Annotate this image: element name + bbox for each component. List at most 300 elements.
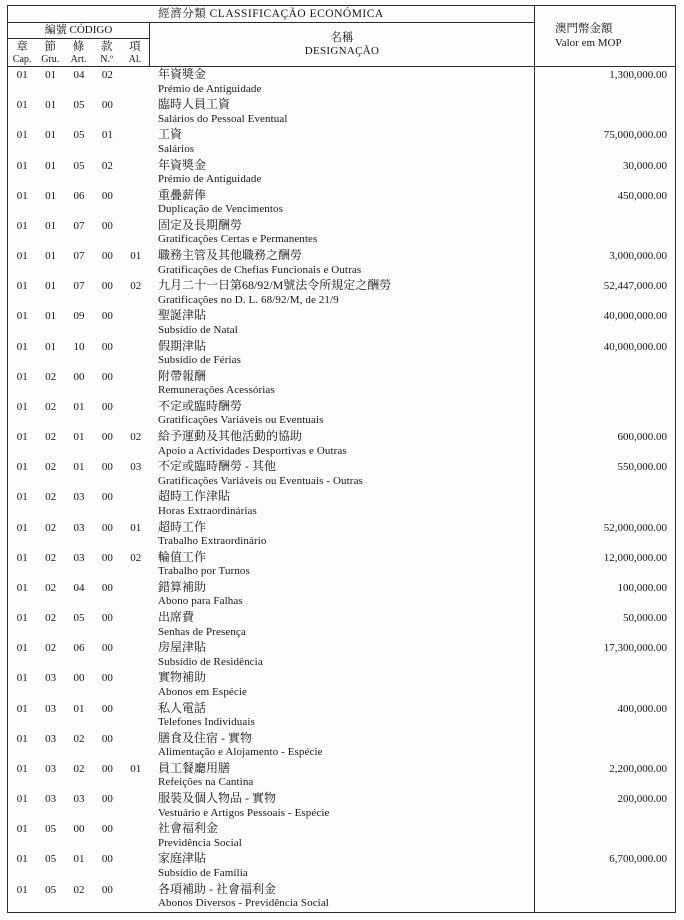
code-cell <box>122 308 150 338</box>
code-cell: 10 <box>73 340 85 353</box>
code-columns-pt <box>8 54 149 66</box>
code-cell: 03 <box>45 702 57 715</box>
designation-zh: 服裝及個人物品 - 實物 <box>157 791 276 806</box>
code-cell: 01 <box>16 883 28 896</box>
code-cell: 05 <box>45 823 57 836</box>
col-pt-cap: Cap. <box>12 54 32 65</box>
code-cell: 02 <box>101 69 113 81</box>
table-row <box>8 218 675 248</box>
designation-cell <box>150 429 534 459</box>
code-cell: 09 <box>73 310 85 323</box>
code-cell: 03 <box>45 732 57 745</box>
designation-pt: Prémio de Antiguidade <box>157 82 262 95</box>
code-header-block <box>8 23 150 66</box>
designation-zh: 實物補助 <box>157 670 206 685</box>
designation-pt: Alimentação e Alojamento - Espécie <box>157 746 323 759</box>
code-cell: 01 <box>101 129 113 142</box>
amount-cell: 550,000.00 <box>534 459 675 489</box>
code-cell: 02 <box>130 431 142 444</box>
designation-cell <box>150 701 534 731</box>
code-cell: 01 <box>16 672 28 685</box>
designation-cell <box>150 67 534 97</box>
code-cell: 03 <box>45 672 57 685</box>
designation-zh: 附帶報酬 <box>157 368 206 383</box>
code-cell: 02 <box>45 521 57 534</box>
amount-header-zh: 澳門幣金額 <box>555 23 613 35</box>
code-cell <box>122 731 150 761</box>
designation-cell <box>150 851 534 881</box>
code-cell: 01 <box>16 642 28 655</box>
amount-cell: 50,000.00 <box>534 610 675 640</box>
table-row <box>8 731 675 761</box>
table-row <box>8 459 675 489</box>
code-cell: 01 <box>16 159 28 172</box>
code-cell: 01 <box>130 250 142 263</box>
amount-cell: 30,000.00 <box>534 158 675 188</box>
code-cell <box>122 97 150 127</box>
amount-cell: 100,000.00 <box>534 580 675 610</box>
amount-cell: 52,000,000.00 <box>534 520 675 550</box>
code-cell <box>122 670 150 700</box>
designation-zh: 家庭津貼 <box>157 851 206 866</box>
designation-pt: Subsídio de Residência <box>157 655 263 668</box>
code-cell: 01 <box>45 219 57 232</box>
designation-zh: 輪值工作 <box>157 549 206 564</box>
designation-zh: 出席費 <box>157 610 194 625</box>
code-cell: 00 <box>101 521 113 534</box>
code-cell: 00 <box>101 280 113 293</box>
classification-title: 經濟分類 CLASSIFICAÇÃO ECONÓMICA <box>8 6 534 23</box>
col-pt-gru: Gru. <box>41 54 60 65</box>
designation-pt: Prémio de Antiguidade <box>157 173 262 186</box>
table-header-left <box>8 6 534 66</box>
col-pt-art: Art. <box>70 54 87 65</box>
amount-cell: 600,000.00 <box>534 429 675 459</box>
code-cell: 01 <box>45 129 57 142</box>
code-cell <box>122 701 150 731</box>
col-pt-num: N.º <box>100 54 114 65</box>
designation-zh: 膳食及住宿 - 實物 <box>157 730 252 745</box>
designation-cell <box>150 489 534 519</box>
amount-cell: 17,300,000.00 <box>534 640 675 670</box>
code-cell: 00 <box>101 853 113 866</box>
code-cell: 02 <box>45 581 57 594</box>
code-cell: 01 <box>16 99 28 112</box>
code-cell: 00 <box>73 823 85 836</box>
designation-pt: Gratificações Variáveis ou Eventuais - Outras <box>157 474 363 487</box>
code-cell: 01 <box>16 310 28 323</box>
code-cell: 02 <box>73 762 85 775</box>
designation-pt: Senhas de Presença <box>157 625 246 638</box>
amount-cell <box>534 882 675 912</box>
col-zh-al: 項 <box>129 41 141 53</box>
designation-zh: 錯算補助 <box>157 579 206 594</box>
designation-pt: Subsídio de Família <box>157 866 248 879</box>
table-row <box>8 701 675 731</box>
code-cell <box>122 399 150 429</box>
designation-cell <box>150 670 534 700</box>
amount-cell: 6,700,000.00 <box>534 851 675 881</box>
col-pt-al: Al. <box>128 54 142 65</box>
code-cell: 05 <box>73 99 85 112</box>
code-cell <box>122 127 150 157</box>
designation-zh: 工資 <box>157 127 182 142</box>
code-cell: 01 <box>16 69 28 81</box>
designation-cell <box>150 610 534 640</box>
designation-header <box>150 23 534 66</box>
designation-pt: Vestuário e Artigos Pessoais - Espécie <box>157 806 330 819</box>
code-cell: 02 <box>45 431 57 444</box>
code-cell <box>122 339 150 369</box>
amount-cell: 12,000,000.00 <box>534 550 675 580</box>
table-row <box>8 761 675 791</box>
code-cell: 02 <box>73 883 85 896</box>
table-row <box>8 308 675 338</box>
amount-cell <box>534 369 675 399</box>
code-cell <box>122 580 150 610</box>
code-cell: 03 <box>73 793 85 806</box>
amount-cell <box>534 489 675 519</box>
amount-cell <box>534 731 675 761</box>
code-cell: 05 <box>45 883 57 896</box>
code-cell: 01 <box>73 461 85 474</box>
designation-cell <box>150 127 534 157</box>
code-cell: 01 <box>16 400 28 413</box>
code-cell <box>122 188 150 218</box>
amount-cell: 40,000,000.00 <box>534 339 675 369</box>
designation-cell <box>150 731 534 761</box>
code-cell: 07 <box>73 250 85 263</box>
code-cell: 02 <box>45 400 57 413</box>
col-zh-num: 款 <box>100 41 113 53</box>
designation-zh: 年資獎金 <box>157 67 206 81</box>
designation-zh: 聖誕津貼 <box>157 308 206 323</box>
code-cell: 00 <box>101 551 113 564</box>
table-row <box>8 278 675 308</box>
table-row <box>8 188 675 218</box>
code-cell: 00 <box>101 581 113 594</box>
designation-pt: Telefones Individuais <box>157 716 255 729</box>
designation-pt: Gratificações Variáveis ou Eventuais <box>157 414 324 427</box>
code-cell: 03 <box>45 762 57 775</box>
designation-pt: Abonos Diversos - Previdência Social <box>157 897 329 910</box>
code-cell: 01 <box>16 702 28 715</box>
designation-cell <box>150 308 534 338</box>
amount-cell: 1,300,000.00 <box>534 67 675 97</box>
code-cell: 01 <box>16 793 28 806</box>
code-cell: 00 <box>101 612 113 625</box>
code-cell: 00 <box>101 189 113 202</box>
code-cell: 01 <box>45 280 57 293</box>
code-cell: 01 <box>16 370 28 383</box>
code-cell: 02 <box>101 159 113 172</box>
code-cell: 02 <box>45 612 57 625</box>
code-cell: 01 <box>45 310 57 323</box>
amount-cell: 200,000.00 <box>534 791 675 821</box>
designation-cell <box>150 188 534 218</box>
code-cell: 02 <box>130 551 142 564</box>
code-cell: 00 <box>101 461 113 474</box>
designation-cell <box>150 640 534 670</box>
table-header <box>8 6 675 67</box>
code-cell <box>122 489 150 519</box>
amount-cell: 400,000.00 <box>534 701 675 731</box>
code-cell: 01 <box>16 823 28 836</box>
table-row <box>8 821 675 851</box>
designation-zh: 職務主管及其他職務之酬勞 <box>157 248 302 263</box>
designation-pt: Trabalho por Turnos <box>157 565 250 578</box>
code-cell: 03 <box>45 793 57 806</box>
table-row <box>8 640 675 670</box>
designation-pt: Trabalho Extraordinário <box>157 535 267 548</box>
code-cell: 00 <box>101 431 113 444</box>
amount-cell: 2,200,000.00 <box>534 761 675 791</box>
amount-cell <box>534 670 675 700</box>
code-cell: 01 <box>16 340 28 353</box>
code-cell: 07 <box>73 280 85 293</box>
code-cell: 00 <box>101 400 113 413</box>
code-cell: 00 <box>101 823 113 836</box>
designation-pt: Abonos em Espécie <box>157 685 248 698</box>
code-cell: 02 <box>45 370 57 383</box>
code-cell: 00 <box>101 762 113 775</box>
designation-cell <box>150 580 534 610</box>
table-row <box>8 399 675 429</box>
designation-cell <box>150 399 534 429</box>
designation-zh: 社會福利金 <box>157 821 218 836</box>
designation-zh: 重疊薪俸 <box>157 187 206 202</box>
code-cell: 01 <box>45 250 57 263</box>
designation-header-zh: 名稱 <box>330 31 354 44</box>
code-cell <box>122 610 150 640</box>
designation-pt: Subsídio de Férias <box>157 354 242 367</box>
code-cell: 02 <box>45 461 57 474</box>
table-row <box>8 610 675 640</box>
designation-cell <box>150 821 534 851</box>
code-cell: 00 <box>73 370 85 383</box>
code-columns-zh <box>8 40 149 54</box>
amount-cell <box>534 399 675 429</box>
designation-cell <box>150 550 534 580</box>
designation-pt: Gratificações no D. L. 68/92/M, de 21/9 <box>157 293 339 306</box>
designation-pt: Horas Extraordinárias <box>157 504 257 517</box>
codigo-label: 編號 CÓDIGO <box>8 23 149 39</box>
code-cell: 05 <box>73 159 85 172</box>
designation-cell <box>150 791 534 821</box>
code-cell: 02 <box>73 732 85 745</box>
designation-zh: 臨時人員工資 <box>157 97 230 112</box>
designation-cell <box>150 97 534 127</box>
code-cell: 01 <box>16 461 28 474</box>
designation-pt: Gratificações de Chefias Funcionais e Outras <box>157 263 362 276</box>
designation-cell <box>150 158 534 188</box>
code-cell: 01 <box>16 280 28 293</box>
table-row <box>8 882 675 912</box>
table-row <box>8 339 675 369</box>
col-zh-gru: 節 <box>44 41 57 53</box>
code-cell: 00 <box>101 642 113 655</box>
col-zh-art: 條 <box>72 41 85 53</box>
designation-cell <box>150 459 534 489</box>
designation-pt: Duplicação de Vencimentos <box>157 203 284 216</box>
code-cell: 01 <box>45 340 57 353</box>
code-cell: 02 <box>45 491 57 504</box>
table-body <box>8 67 675 912</box>
table-row <box>8 670 675 700</box>
amount-cell <box>534 821 675 851</box>
code-cell: 01 <box>73 702 85 715</box>
code-cell: 01 <box>16 250 28 263</box>
designation-cell <box>150 520 534 550</box>
table-row <box>8 97 675 127</box>
code-cell: 01 <box>130 521 142 534</box>
designation-cell <box>150 761 534 791</box>
designation-pt: Abono para Falhas <box>157 595 243 608</box>
code-cell: 03 <box>73 551 85 564</box>
code-cell <box>122 158 150 188</box>
designation-pt: Previdência Social <box>157 836 242 849</box>
designation-pt: Gratificações Certas e Permanentes <box>157 233 318 246</box>
code-cell <box>122 821 150 851</box>
amount-cell: 40,000,000.00 <box>534 308 675 338</box>
code-cell: 00 <box>73 672 85 685</box>
code-cell: 01 <box>73 853 85 866</box>
designation-pt: Salários do Pessoal Eventual <box>157 112 288 125</box>
designation-zh: 員工餐廳用膳 <box>157 760 230 775</box>
designation-zh: 九月二十一日第68/92/M號法令所規定之酬勞 <box>157 278 392 293</box>
code-cell: 00 <box>101 219 113 232</box>
table-row <box>8 851 675 881</box>
amount-cell <box>534 97 675 127</box>
table-row <box>8 369 675 399</box>
code-cell: 01 <box>16 612 28 625</box>
designation-pt: Refeições na Cantina <box>157 776 254 789</box>
code-cell: 05 <box>45 853 57 866</box>
table-row <box>8 580 675 610</box>
code-cell: 01 <box>16 521 28 534</box>
amount-cell: 450,000.00 <box>534 188 675 218</box>
col-zh-cap: 章 <box>16 41 28 53</box>
code-cell: 03 <box>130 461 142 474</box>
designation-pt: Remunerações Acessórias <box>157 384 275 397</box>
code-cell: 05 <box>73 129 85 142</box>
designation-pt: Apoio a Actividades Desportivas e Outras <box>157 444 347 457</box>
designation-zh: 超時工作津貼 <box>157 489 230 504</box>
table-row <box>8 67 675 97</box>
designation-cell <box>150 369 534 399</box>
code-cell: 01 <box>45 159 57 172</box>
code-cell: 03 <box>73 521 85 534</box>
code-cell: 02 <box>45 551 57 564</box>
code-cell: 01 <box>16 129 28 142</box>
table-header-lower <box>8 23 534 66</box>
designation-zh: 不定或臨時酬勞 - 其他 <box>157 459 276 474</box>
table-row <box>8 520 675 550</box>
code-cell <box>122 851 150 881</box>
code-cell: 00 <box>101 793 113 806</box>
code-cell: 01 <box>73 400 85 413</box>
code-cell: 06 <box>73 642 85 655</box>
code-cell <box>122 67 150 97</box>
code-cell: 01 <box>130 762 142 775</box>
designation-zh: 私人電話 <box>157 700 206 715</box>
code-cell <box>122 640 150 670</box>
code-cell: 01 <box>16 219 28 232</box>
code-cell: 00 <box>101 491 113 504</box>
code-cell: 01 <box>45 189 57 202</box>
designation-zh: 假期津貼 <box>157 338 206 353</box>
code-cell: 00 <box>101 883 113 896</box>
code-cell: 06 <box>73 189 85 202</box>
designation-pt: Salários <box>157 142 195 155</box>
code-cell: 01 <box>16 431 28 444</box>
economic-classification-table <box>7 5 676 913</box>
code-cell: 04 <box>73 581 85 594</box>
code-cell <box>122 369 150 399</box>
designation-cell <box>150 278 534 308</box>
code-cell: 00 <box>101 99 113 112</box>
code-cell <box>122 791 150 821</box>
code-cell: 01 <box>16 491 28 504</box>
code-cell: 00 <box>101 672 113 685</box>
designation-cell <box>150 882 534 912</box>
amount-cell <box>534 218 675 248</box>
designation-pt: Subsídio de Natal <box>157 323 238 336</box>
table-row <box>8 791 675 821</box>
code-cell: 01 <box>73 431 85 444</box>
table-row <box>8 158 675 188</box>
code-cell: 01 <box>45 99 57 112</box>
code-cell: 01 <box>16 551 28 564</box>
code-cell <box>122 218 150 248</box>
code-cell: 01 <box>16 853 28 866</box>
designation-cell <box>150 339 534 369</box>
code-cell: 04 <box>73 69 85 81</box>
code-cell: 02 <box>130 280 142 293</box>
code-cell: 00 <box>101 250 113 263</box>
code-cell: 02 <box>45 642 57 655</box>
code-cell: 00 <box>101 340 113 353</box>
amount-header <box>534 6 675 66</box>
amount-cell: 52,447,000.00 <box>534 278 675 308</box>
code-cell: 01 <box>16 189 28 202</box>
code-cell: 00 <box>101 732 113 745</box>
table-row <box>8 248 675 278</box>
designation-zh: 給予運動及其他活動的協助 <box>157 429 302 444</box>
code-cell: 07 <box>73 219 85 232</box>
code-cell: 00 <box>101 310 113 323</box>
code-cell: 00 <box>101 370 113 383</box>
designation-zh: 超時工作 <box>157 519 206 534</box>
designation-zh: 年資獎金 <box>157 157 206 172</box>
designation-zh: 各項補助 - 社會福利金 <box>157 881 276 896</box>
code-cell: 00 <box>101 702 113 715</box>
code-cell: 03 <box>73 491 85 504</box>
table-row <box>8 429 675 459</box>
amount-cell: 3,000,000.00 <box>534 248 675 278</box>
code-cell: 01 <box>16 581 28 594</box>
amount-cell: 75,000,000.00 <box>534 127 675 157</box>
code-cell: 01 <box>16 732 28 745</box>
designation-zh: 房屋津貼 <box>157 640 206 655</box>
designation-zh: 不定或臨時酬勞 <box>157 398 242 413</box>
table-row <box>8 550 675 580</box>
amount-header-pt: Valor em MOP <box>555 37 622 49</box>
code-cell <box>122 882 150 912</box>
designation-zh: 固定及長期酬勞 <box>157 217 242 232</box>
code-cell: 01 <box>16 762 28 775</box>
code-cell: 01 <box>45 69 57 81</box>
